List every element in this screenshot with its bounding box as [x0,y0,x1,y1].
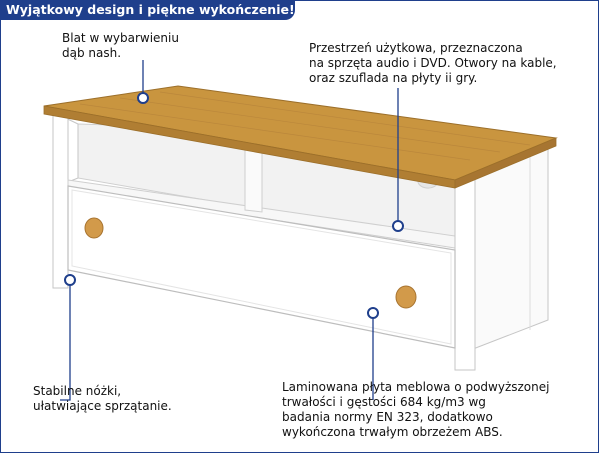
callout-line: badania normy EN 323, dodatkowo [282,410,493,424]
marker-top [138,93,148,103]
drawer-knob-right [396,286,416,308]
marker-shelf [393,221,403,231]
marker-drawer [368,308,378,318]
callout-line: na sprzęta audio i DVD. Otwory na kable, [309,56,557,70]
callout-line: dąb nash. [62,46,122,60]
cabinet-divider [245,148,262,212]
callout-line: oraz szuflada na płyty ii gry. [309,71,478,85]
marker-legs [65,275,75,285]
callout-line: Blat w wybarwieniu [62,31,179,45]
callout-line: wykończona trwałym obrzeżem ABS. [282,425,503,439]
drawer-knob-left [85,218,103,238]
callout-top-left [62,31,179,61]
callout-bottom-left [33,384,172,414]
left-front-leg [53,112,68,288]
callout-bottom-right [282,380,549,440]
callout-top-right [309,41,557,86]
right-front-leg [455,160,475,370]
callout-line: Laminowana płyta meblowa o podwyższonej [282,380,550,394]
callout-line: Przestrzeń użytkowa, przeznaczona [309,41,523,55]
callout-line: trwałości i gęstości 684 kg/m3 wg [282,395,486,409]
callout-line: Stabilne nóżki, [33,384,122,398]
header-title: Wyjątkowy design i piękne wykończenie! [6,2,295,17]
callout-line: ułatwiające sprzątanie. [33,399,172,413]
